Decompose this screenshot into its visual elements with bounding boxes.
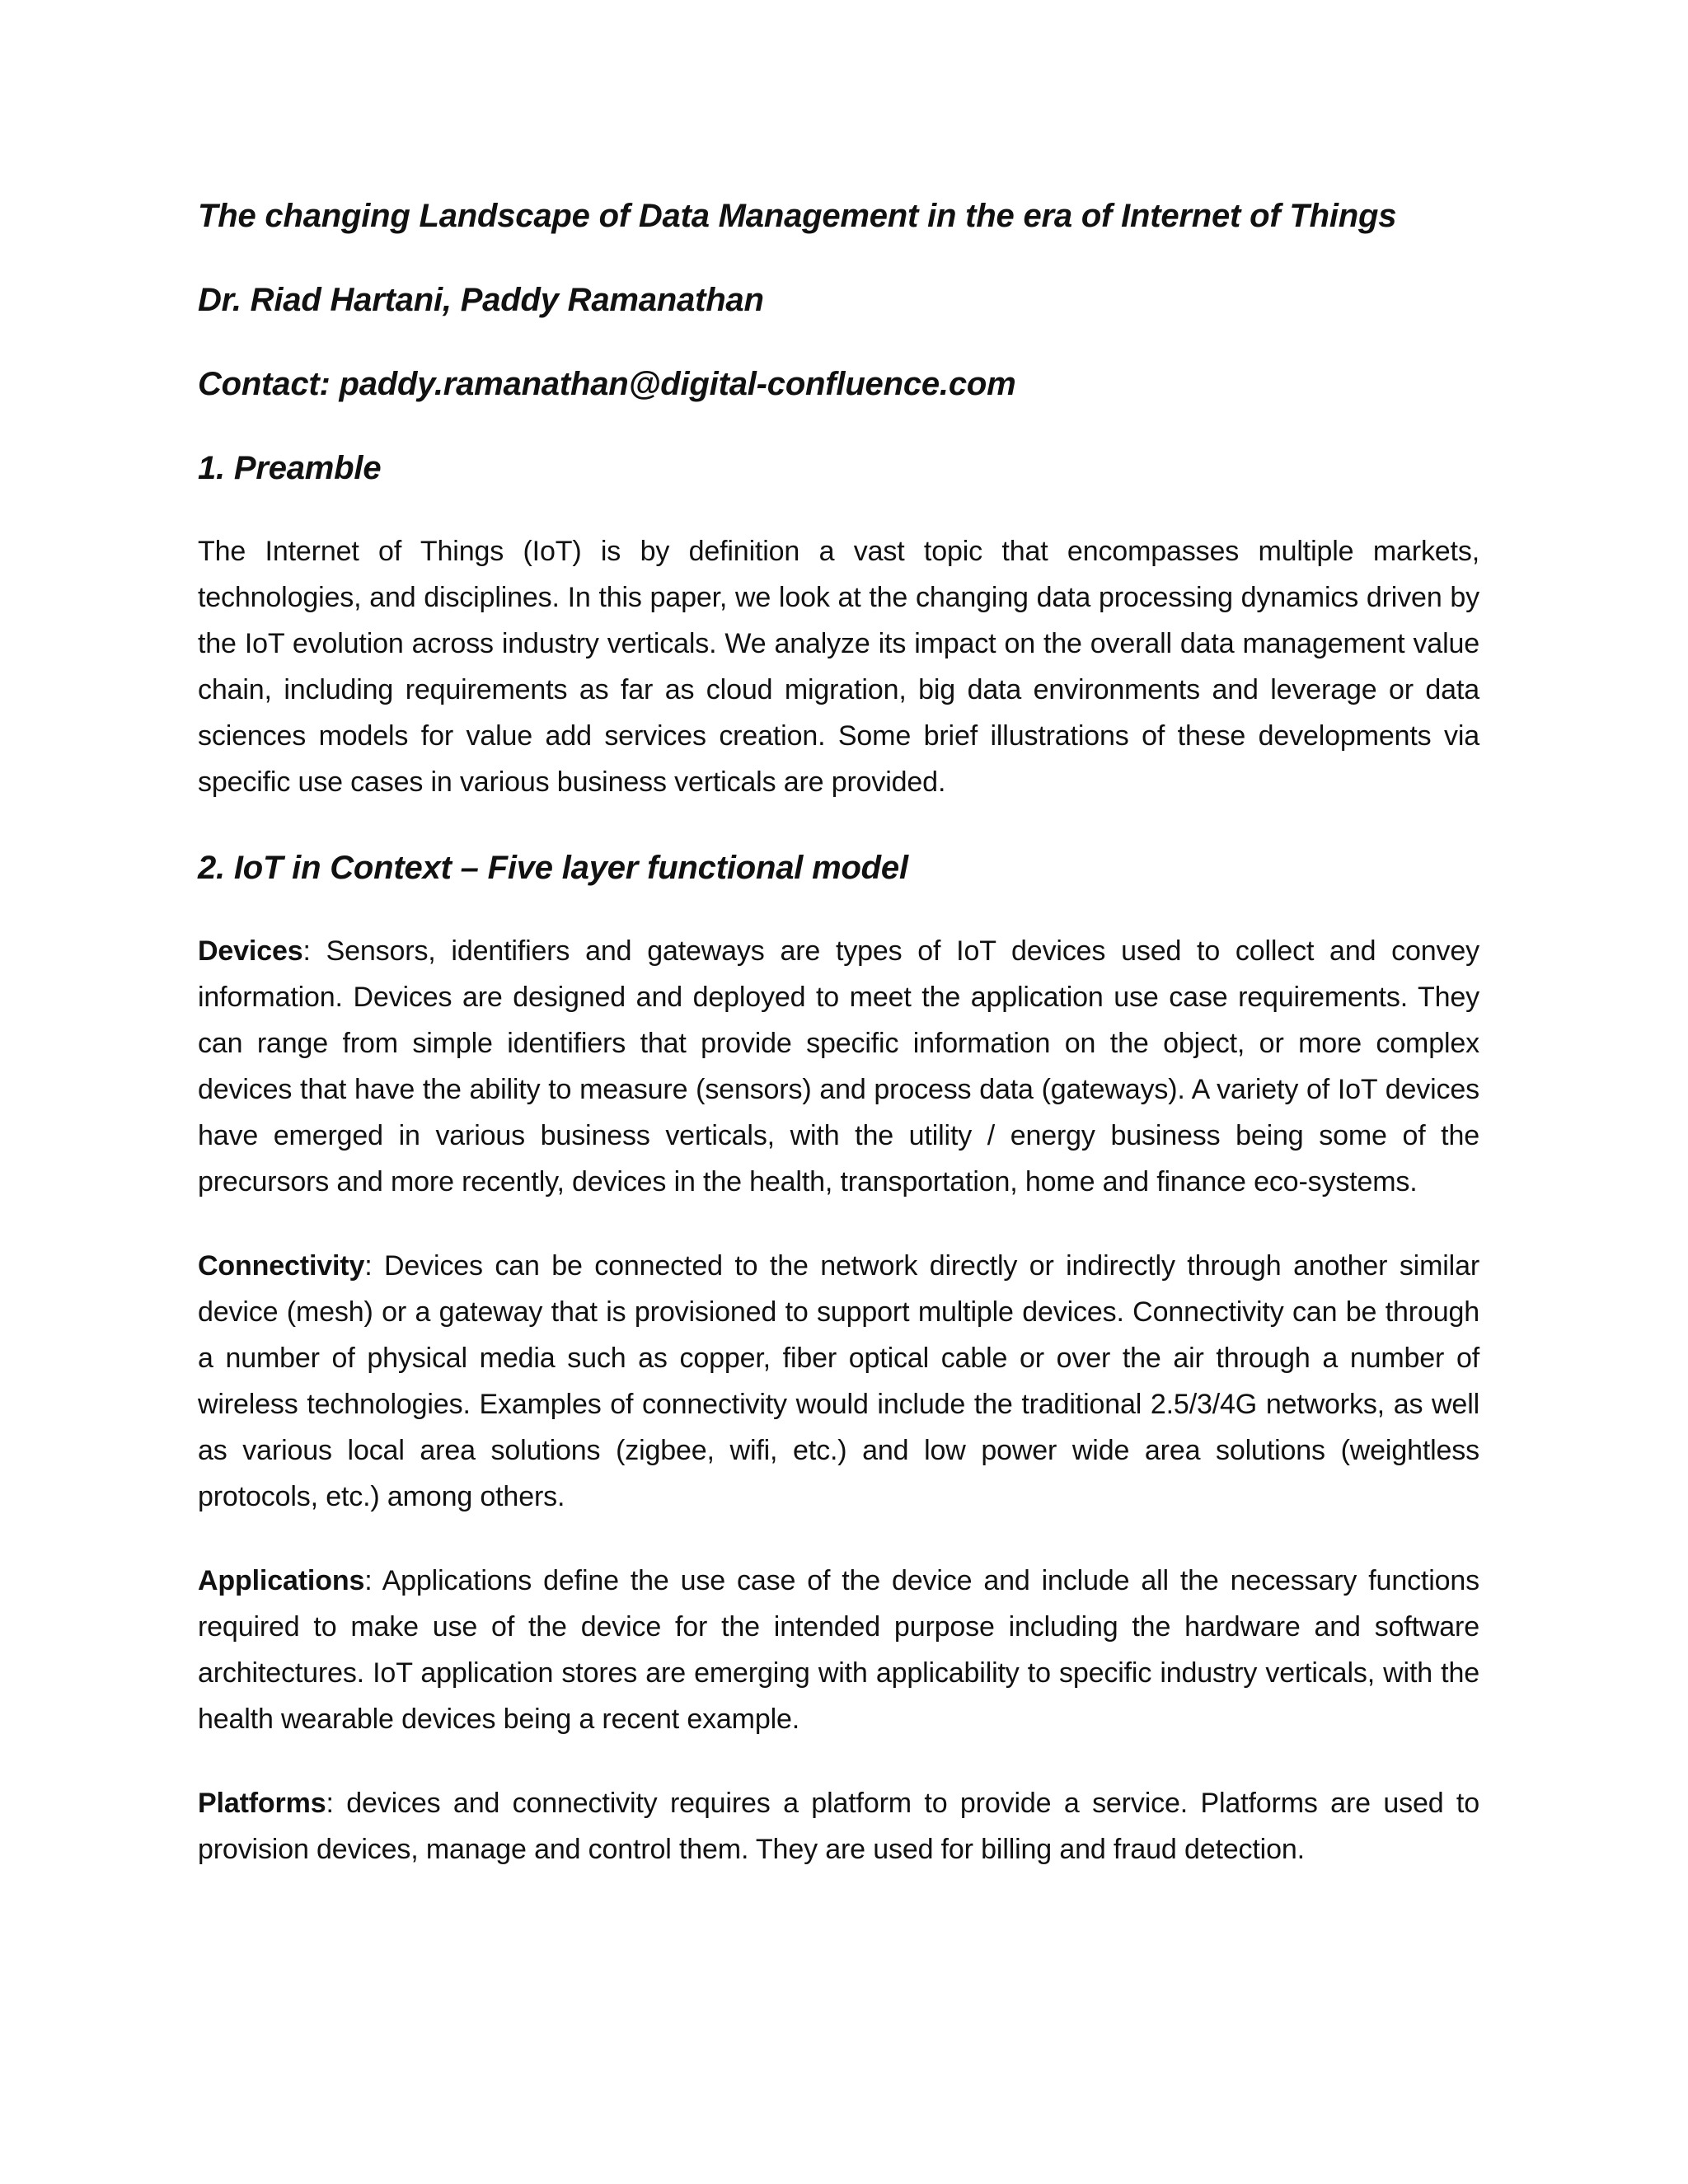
section-heading-iot-context: 2. IoT in Context – Five layer functional model [198, 850, 908, 886]
document-body [198, 191, 1479, 1910]
devices-term: Devices [198, 935, 303, 967]
platforms-term: Platforms [198, 1788, 326, 1819]
devices-paragraph [198, 928, 1479, 1205]
devices-text: : Sensors, identifiers and gateways are types of IoT devices used to collect and convey information. Devices are designed and deployed to meet the application use case requirements. They can range from simple identifiers that provide specific information on the object, or more complex devices that have the ability to measure (sensors) and process data (gateways). A variety of IoT devices have emerged in various business verticals, with the utility / energy business being some of the precursors and more recently, devices in the health, transportation, home and finance eco-systems. [198, 935, 1479, 1197]
section-heading-preamble: 1. Preamble [198, 450, 382, 486]
paper-authors: Dr. Riad Hartani, Paddy Ramanathan [198, 282, 764, 318]
applications-term: Applications [198, 1565, 365, 1596]
platforms-text: : devices and connectivity requires a platform to provide a service. Platforms are used to provision devices, manage and control them. They are used for billing and fraud detection. [198, 1788, 1479, 1865]
connectivity-term: Connectivity [198, 1250, 365, 1282]
paper-title: The changing Landscape of Data Management in the era of Internet of Things [198, 198, 1397, 234]
preamble-paragraph: The Internet of Things (IoT) is by definition a vast topic that encompasses multiple markets, technologies, and disciplines. In this paper, we look at the changing data processing dynamics driven by the IoT evolution across industry verticals. We analyze its impact on the overall data management value chain, including requirements as far as cloud migration, big data environments and leverage or data sciences models for value add services creation. Some brief illustrations of these developments via specific use cases in various business verticals are provided. [198, 536, 1479, 798]
platforms-paragraph [198, 1780, 1479, 1872]
connectivity-paragraph [198, 1243, 1479, 1520]
applications-paragraph [198, 1558, 1479, 1742]
paper-contact: Contact: paddy.ramanathan@digital-confluence.com [198, 366, 1016, 402]
applications-text: : Applications define the use case of the device and include all the necessary functions required to make use of the device for the intended purpose including the hardware and software architectures. IoT application stores are emerging with applicability to specific industry verticals, with the health wearable devices being a recent example. [198, 1565, 1479, 1735]
connectivity-text: : Devices can be connected to the network directly or indirectly through another similar device (mesh) or a gateway that is provisioned to support multiple devices. Connectivity can be through a number of physical media such as copper, fiber optical cable or over the air through a number of wireless technologies. Examples of connectivity would include the traditional 2.5/3/4G networks, as well as various local area solutions (zigbee, wifi, etc.) and low power wide area solutions (weightless protocols, etc.) among others. [198, 1250, 1479, 1512]
